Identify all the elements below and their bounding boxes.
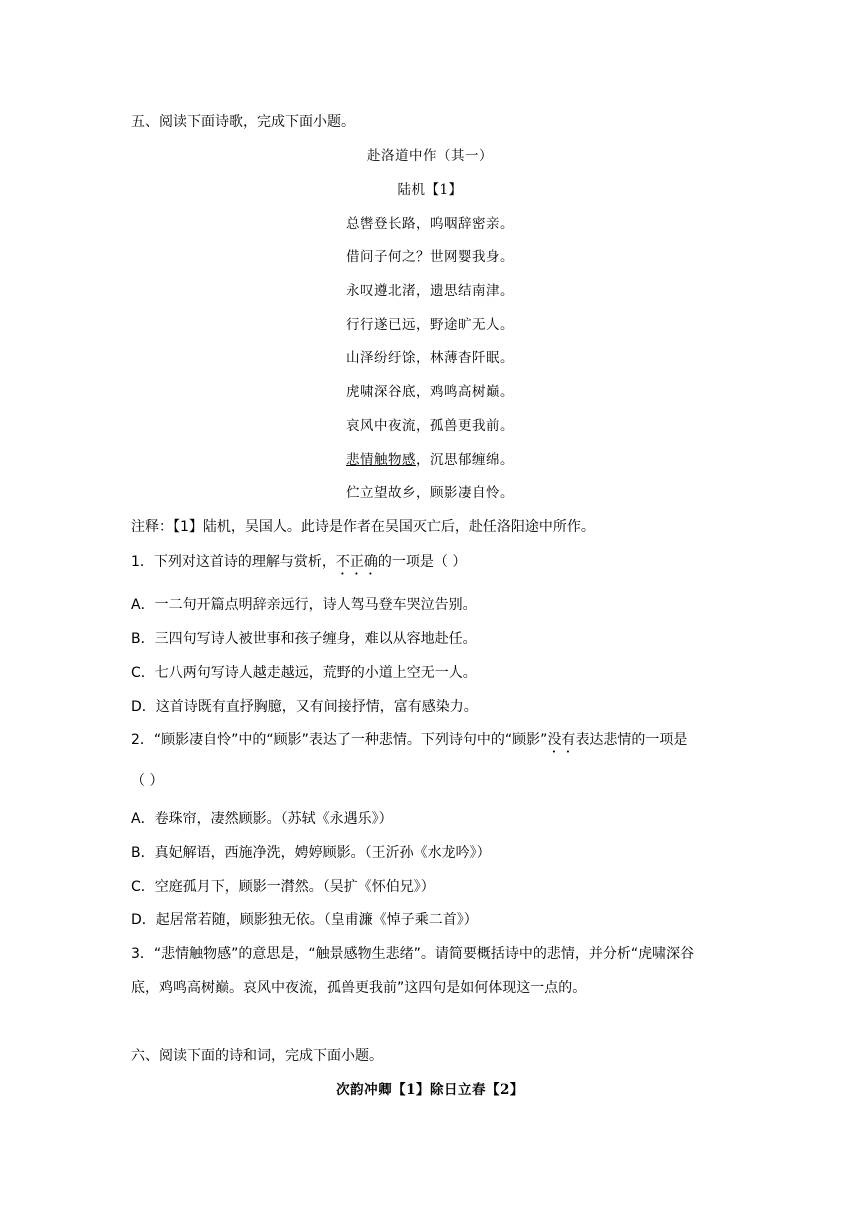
poem-line-7: 哀风中夜流，孤兽更我前。 (346, 418, 514, 434)
question-3-line-2: 底，鸡鸣高树巅。哀风中夜流，孤兽更我前”这四句是如何体现这一点的。 (131, 980, 587, 996)
section6-title: 次韵冲卿【1】除日立春【2】 (336, 1082, 524, 1098)
section5-heading: 五、阅读下面诗歌，完成下面小题。 (131, 114, 355, 130)
poem-line-3: 永叹遵北渚，遗思结南津。 (346, 283, 514, 299)
q1-option-b: B．三四句写诗人被世事和孩子缠身，难以从容地赴任。 (131, 631, 477, 647)
poem-note: 注释：【1】陆机，吴国人。此诗是作者在吴国灭亡后，赴任洛阳途中所作。 (131, 519, 595, 535)
poem-line-2: 借问子何之？世网婴我身。 (346, 249, 514, 265)
q2-option-b: B．真妃解语，西施净洗，娉婷顾影。（王沂孙《水龙吟》） (131, 845, 491, 861)
poem-line-5: 山泽纷纡馀，林薄杳阡眠。 (346, 350, 514, 366)
poem-line-9: 伫立望故乡，顾影凄自怜。 (346, 485, 514, 501)
q2-emphasis: 没有 (547, 732, 576, 748)
q2-answer-blank: （ ） (131, 773, 164, 789)
poem-line-8-rest: ，沉思郁缠绵。 (416, 452, 514, 468)
section6-heading: 六、阅读下面的诗和词，完成下面小题。 (131, 1048, 383, 1064)
poem-author: 陆机【1】 (397, 182, 463, 198)
q2-text-end: 表达悲情的一项是 (575, 732, 688, 748)
poem-line-4: 行行遂已远，野途旷无人。 (346, 317, 514, 333)
question-1 (131, 553, 466, 578)
q1-text-end: 的一项是（ ） (377, 554, 467, 570)
q2-option-a: A．卷珠帘，凄然顾影。（苏轼《永遇乐》） (131, 811, 393, 827)
poem-underlined-phrase: 悲情触物感 (346, 452, 416, 468)
question-2 (131, 731, 687, 756)
poem-line-1: 总辔登长路，呜咽辞密亲。 (346, 216, 514, 232)
poem-line-6: 虎啸深谷底，鸡鸣高树巅。 (346, 384, 514, 400)
q2-text: 2．“顾影凄自怜”中的“顾影”表达了一种悲情。下列诗句中的“顾影” (131, 732, 548, 748)
q1-text: 1．下列对这首诗的理解与赏析， (131, 554, 336, 570)
q1-emphasis: 不正确 (335, 554, 378, 570)
q2-option-c: C．空庭孤月下，顾影一潸然。（吴扩《怀伯兄》） (131, 879, 435, 895)
q2-option-d: D．起居常若随，顾影独无依。（皇甫濂《悼子乘二首》） (131, 912, 478, 928)
poem-title: 赴洛道中作（其一） (367, 148, 493, 164)
poem-line-8 (0, 451, 860, 469)
q1-option-d: D．这首诗既有直抒胸臆，又有间接抒情，富有感染力。 (131, 699, 478, 715)
q1-option-a: A．一二句开篇点明辞亲远行，诗人驾马登车哭泣告别。 (131, 597, 477, 613)
question-3-line-1: 3．“悲情触物感”的意思是，“触景感物生悲绪”。请简要概括诗中的悲情，并分析“虎啸深谷 (131, 946, 695, 962)
q1-option-c: C．七八两句写诗人越走越远，荒野的小道上空无一人。 (131, 665, 477, 681)
